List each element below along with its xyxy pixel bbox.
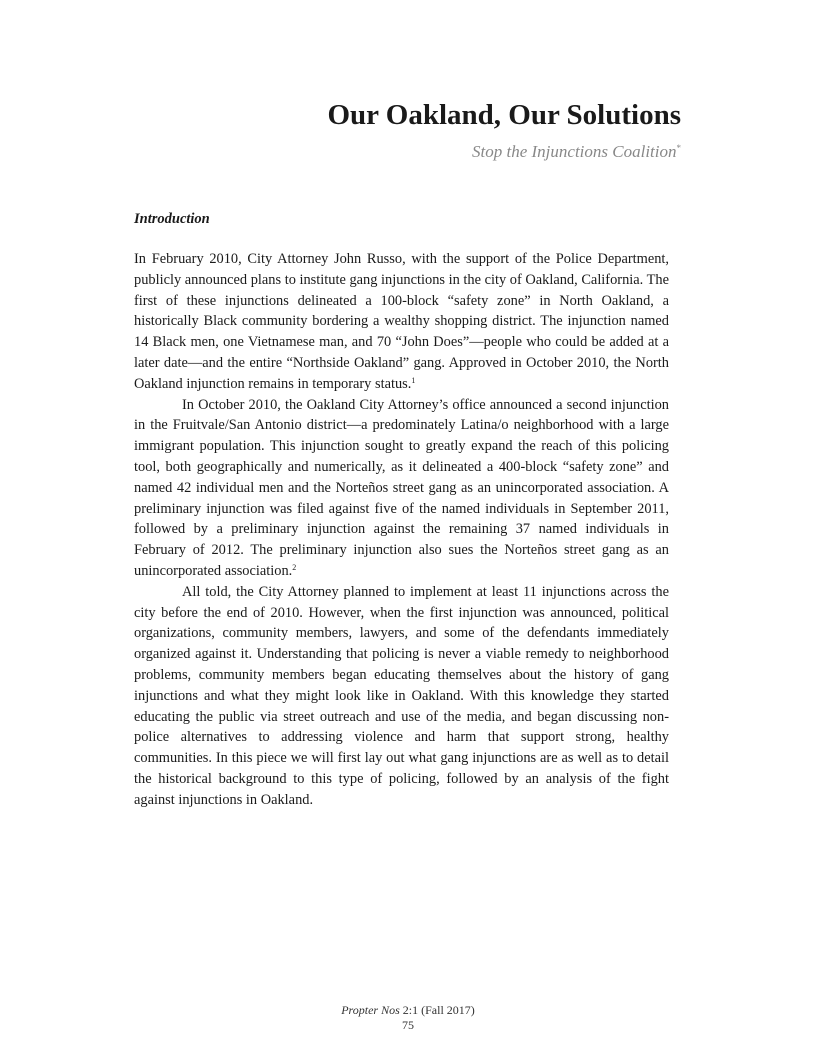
body-paragraph (134, 582, 669, 811)
body-paragraph (134, 395, 669, 582)
body-paragraph (134, 249, 669, 395)
journal-issue: 2:1 (Fall 2017) (402, 1003, 475, 1017)
paragraph-text: All told, the City Attorney planned to implement at least 11 injunctions across the city before the end of 2010. However, when the first injunction was announced, political organizations, community members, lawyers, and some of the defendants immediately organized against it. Understanding that policing is never a viable remedy to neighborhood problems, community members began educating themselves about the history of gang injunctions and what they might look like in Oakland. With this knowledge they started educating the public via street outreach and use of the media, and began discussing non-police alternatives to addressing violence and harm that support strong, healthy communities. In this piece we will first lay out what gang injunctions are as well as to detail the historical background to this type of policing, followed by an analysis of the fight against injunctions in Oakland. (134, 583, 669, 808)
article-author (134, 137, 681, 163)
footnote-ref[interactable]: 1 (411, 375, 416, 385)
article-title: Our Oakland, Our Solutions (327, 99, 681, 131)
paragraph-text: In October 2010, the Oakland City Attorney’s office announced a second injunction in the Fruitvale/San Antonio district—a predominately Latina/o neighborhood with a large immigrant population. This injunction sought to greatly expand the reach of this policing tool, both geographically and numerically, as it delineated a 400-block “safety zone” and named 42 individual men and the Norteños street gang as an unincorporated association. A preliminary injunction was filed against five of the named individuals in September 2011, followed by a preliminary injunction against the remaining 37 named individuals in February of 2012. The preliminary injunction also sues the Norteños street gang as an unincorporated association. (134, 396, 669, 579)
page-number: 75 (402, 1018, 414, 1032)
journal-citation (0, 1003, 816, 1018)
article-body (134, 249, 669, 811)
journal-name: Propter Nos (341, 1003, 400, 1017)
section-heading: Introduction (134, 211, 210, 227)
paragraph-text: In February 2010, City Attorney John Russo, with the support of the Police Department, publicly announced plans to institute gang injunctions in the city of Oakland, California. The first of these injunctions delineated a 100-block “safety zone” in North Oakland, a historically Black community bordering a wealthy shopping district. The injunction named 14 Black men, one Vietnamese man, and 70 “John Does”—people who could be added at a later date—and the entire “Northside Oakland” gang. Approved in October 2010, the North Oakland injunction remains in temporary status. (134, 251, 669, 392)
author-name: Stop the Injunctions Coalition (472, 142, 677, 161)
page-footer (0, 1003, 816, 1033)
footnote-ref[interactable]: 2 (292, 562, 297, 572)
author-footnote-mark: * (676, 143, 681, 153)
